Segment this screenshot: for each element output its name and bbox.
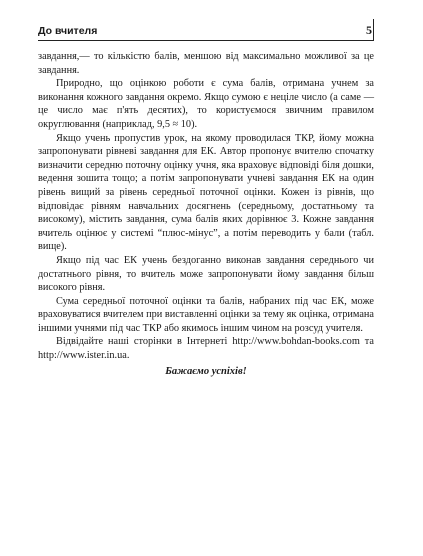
paragraph-continuation: завдання,— то кількістю балів, меншою від максимально можливої за це завдання. bbox=[38, 51, 374, 76]
header-divider bbox=[373, 19, 374, 41]
body-text bbox=[38, 50, 374, 378]
page-number: 5 bbox=[366, 23, 372, 37]
paragraph-websites: Відвідайте наші сторінки в Інтернеті http://www.bohdan-books.com та http://www.ister.in.ua. bbox=[38, 336, 374, 362]
paragraph-scoring: Природно, що оцінкою роботи є сума балів, отримана учнем за виконання кожного завдання окремо. Якщо сумою є неціле число (а саме — це число має п'ять десятих), то користуємося звичним правилом округлювання (наприклад, 9,5 ≈ 10). bbox=[38, 78, 374, 130]
header-title: До вчителя bbox=[38, 25, 98, 37]
paragraph-missed-lesson: Якщо учень пропустив урок, на якому проводилася ТКР, йому можна запропонувати рівневі завдання для ЕК. Автор пропонує вчителю спочатку визначити середню поточну оцінку учня, яка враховує відповіді біля дошки, ведення зошита тощо; а потім запропонувати учневі завдання ЕК на один рівень вищий за рівень середньої поточної оцінки. Кожен із рівнів, що відповідає рівням навчальних досягнень (середньому, достатньому та високому), містить завдання, сума балів яких дорівнює 3. Кожне завдання вчитель оцінює у системі “плюс-мінус”, а потім переводить у бали (табл. вище). bbox=[38, 132, 374, 253]
page-header bbox=[38, 22, 374, 41]
paragraph-sum: Сума середньої поточної оцінки та балів, набраних під час ЕК, може враховуватися вчителем при виставленні оцінки за тему як оцінка, отримана іншими учнями під час ТКР або якимось іншим чином на розсуд учителя. bbox=[38, 295, 374, 334]
paragraph-higher-level: Якщо під час ЕК учень бездоганно виконав завдання середнього чи достатнього рівня, то вчитель може запропонувати йому завдання більш високого рівня. bbox=[38, 254, 374, 294]
closing-wish: Бажаємо успіхів! bbox=[165, 365, 247, 377]
